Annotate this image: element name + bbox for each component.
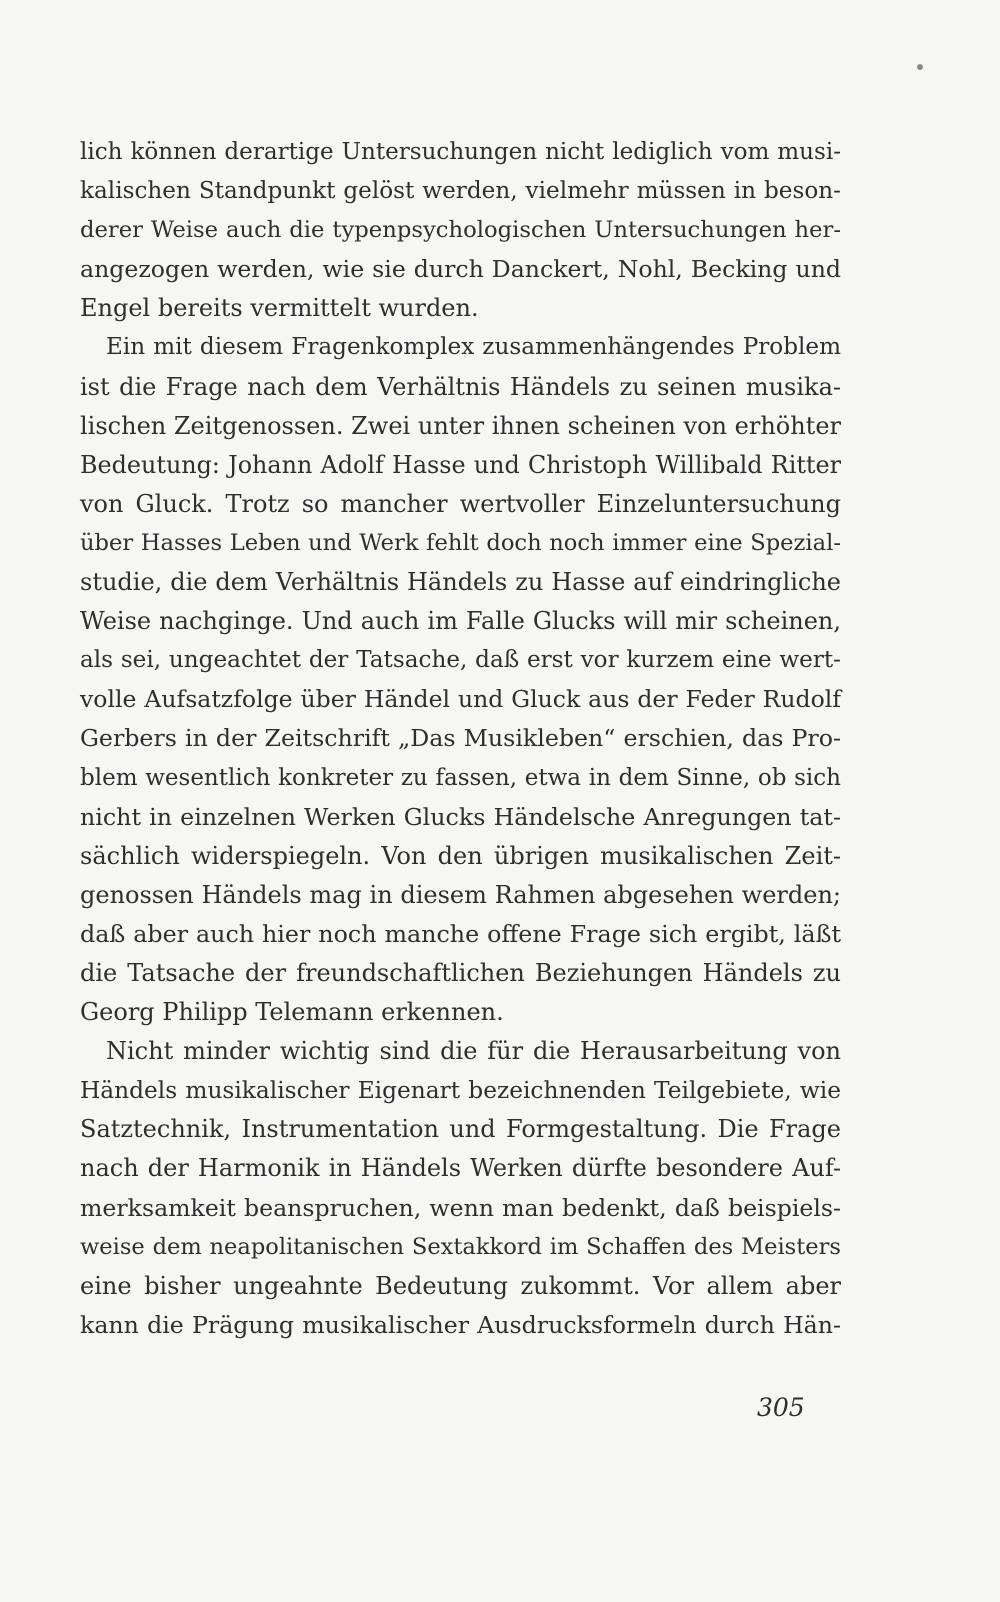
text-line: ist die Frage nach dem Verhältnis Händels zu seinen musika- xyxy=(80,372,841,401)
text-line: Händels musikalischer Eigenart bezeichnenden Teilgebiete, wie xyxy=(80,1077,841,1105)
text-line: sächlich widerspiegeln. Von den übrigen musikalischen Zeit- xyxy=(80,841,841,870)
page-number: 305 xyxy=(757,1393,805,1422)
text-line: kann die Prägung musikalischer Ausdrucksformeln durch Hän- xyxy=(80,1310,841,1339)
text-line: Engel bereits vermittelt wurden. xyxy=(80,294,479,323)
text-line: merksamkeit beanspruchen, wenn man bedenkt, daß beispiels- xyxy=(80,1193,841,1222)
text-line: von Gluck. Trotz so mancher wertvoller Einzeluntersuchung xyxy=(80,489,841,518)
text-line: Satztechnik, Instrumentation und Formgestaltung. Die Frage xyxy=(80,1115,841,1144)
body-text xyxy=(80,133,841,1345)
text-line: derer Weise auch die typenpsychologischen Untersuchungen her- xyxy=(80,217,841,244)
text-line: Bedeutung: Johann Adolf Hasse und Christoph Willibald Ritter xyxy=(80,450,841,479)
text-line: über Hasses Leben und Werk fehlt doch noch immer eine Spezial- xyxy=(80,529,841,556)
text-line: als sei, ungeachtet der Tatsache, daß erst vor kurzem eine wert- xyxy=(80,647,841,674)
text-line: angezogen werden, wie sie durch Danckert, Nohl, Becking und xyxy=(80,255,841,284)
text-line: Georg Philipp Telemann erkennen. xyxy=(80,998,504,1027)
text-line: lich können derartige Untersuchungen nicht lediglich vom musi- xyxy=(80,139,841,165)
text-line: nicht in einzelnen Werken Glucks Händelsche Anregungen tat- xyxy=(80,802,841,831)
paper-speck xyxy=(917,64,923,70)
text-line: Gerbers in der Zeitschrift „Das Musikleben“ erschien, das Pro- xyxy=(80,724,841,753)
text-line: studie, die dem Verhältnis Händels zu Hasse auf eindringliche xyxy=(80,568,841,597)
text-line: lischen Zeitgenossen. Zwei unter ihnen scheinen von erhöhter xyxy=(80,411,841,440)
text-line: blem wesentlich konkreter zu fassen, etwa in dem Sinne, ob sich xyxy=(80,764,841,791)
text-line: genossen Händels mag in diesem Rahmen abgesehen werden; xyxy=(80,880,841,909)
text-line: Weise nachginge. Und auch im Falle Glucks will mir scheinen, xyxy=(80,607,841,636)
text-line: kalischen Standpunkt gelöst werden, vielmehr müssen in beson- xyxy=(80,178,841,205)
text-line: die Tatsache der freundschaftlichen Beziehungen Händels zu xyxy=(80,958,841,987)
text-line: eine bisher ungeahnte Bedeutung zukommt. Vor allem aber xyxy=(80,1271,841,1300)
text-line: nach der Harmonik in Händels Werken dürfte besondere Auf- xyxy=(80,1154,841,1183)
text-line: daß aber auch hier noch manche offene Frage sich ergibt, läßt xyxy=(80,919,841,948)
text-line: volle Aufsatzfolge über Händel und Gluck aus der Feder Rudolf xyxy=(80,685,841,714)
text-line: weise dem neapolitanischen Sextakkord im Schaffen des Meisters xyxy=(80,1233,841,1260)
text-line: Ein mit diesem Fragenkomplex zusammenhängendes Problem xyxy=(106,334,841,361)
text-line: Nicht minder wichtig sind die für die Herausarbeitung von xyxy=(106,1037,841,1066)
